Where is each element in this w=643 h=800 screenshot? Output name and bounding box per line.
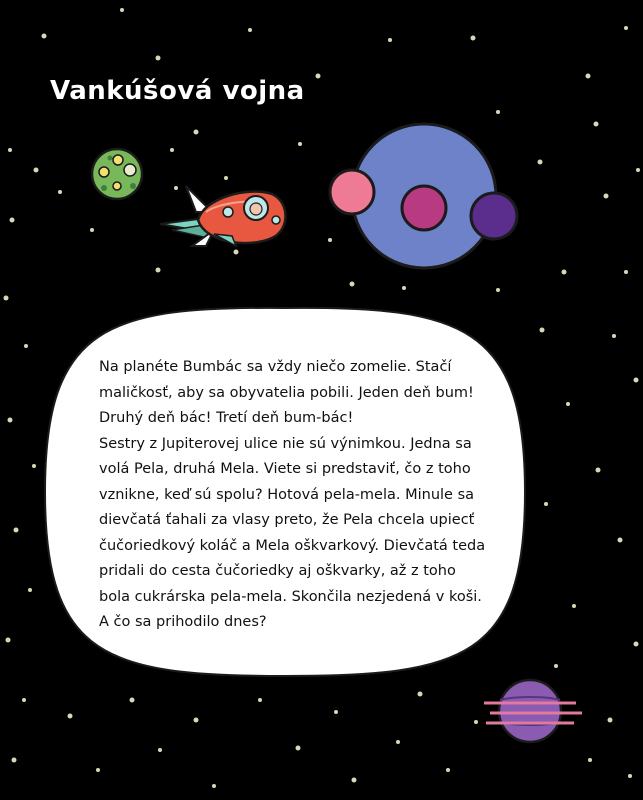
- story-text: [99, 355, 489, 636]
- paragraph: Sestry z Jupiterovej ulice nie sú výnimkou. Jedna sa volá Pela, druhá Mela. Viete si predstaviť, čo z toho vznikne, keď sú spolu? Hotová pela-mela. Minule sa dievčatá ťahali za vlasy preto, že Pela chcela upiecť čučoriedkový koláč a Mela oškvarkový. Dievčatá teda pridali do cesta čučoriedky aj oškvarky, až z toho bola cukrárska pela-mela. Skončila nezjedená v koši. A čo sa prihodilo dnes?: [99, 435, 486, 630]
- purple-moon-icon: [471, 193, 517, 239]
- space-illustration: [0, 0, 643, 320]
- paragraph: Na planéte Bumbác sa vždy niečo zomelie. Stačí maličkosť, aby sa obyvatelia pobili. Jeden deň bum! Druhý deň bác! Tretí deň bum-bác!: [99, 359, 474, 426]
- page-title: Vankúšová vojna: [50, 76, 305, 106]
- rocket-icon: [160, 186, 286, 246]
- green-planet-icon: [92, 149, 142, 199]
- story-card: [43, 306, 527, 678]
- pink-moon-icon: [330, 170, 374, 214]
